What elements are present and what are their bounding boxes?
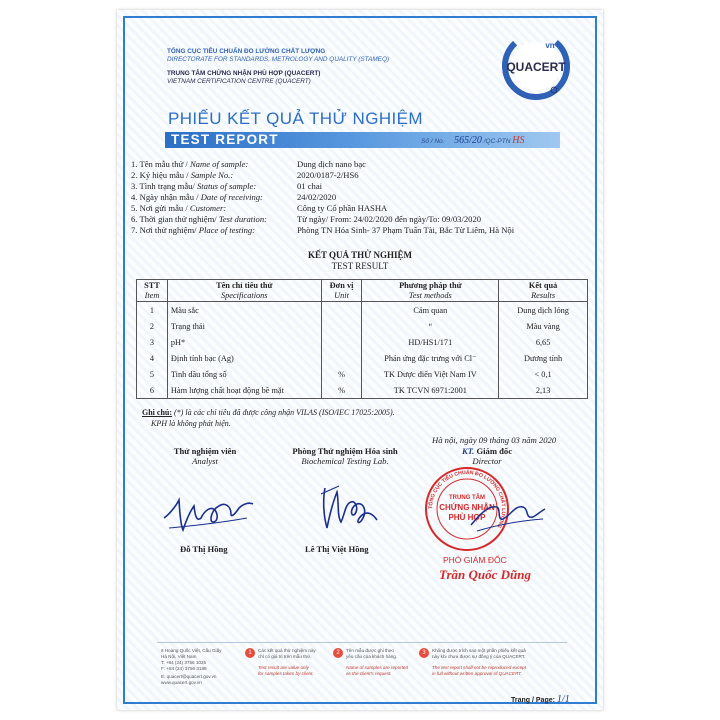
lab-role: Phòng Thử nghiệm Hóa sinh Biochemical Testing Lab. — [292, 446, 398, 466]
director-role: KT. Giám đốc Director — [461, 446, 513, 466]
test-report-page: TỔNG CỤC TIÊU CHUẨN ĐO LƯỜNG CHẤT LƯỢNG DIRECTORATE FOR STANDARDS, METROLOGY AND QUALITY (STAMEQ) TRUNG TÂM CHỨNG NHẬN PHÙ HỢP (QUACERT) VIETNAM CERTIFICATION CENTRE (QUACERT) QUACERT vn PHIẾU KẾT QUẢ THỬ NGHIỆM TEST REPORT Số / No. 565/20 /QC-PTN HS 1. Tên mẫu thử / Name of sample: Dung dịch nano bạc 2. Ký hiệu mẫu / Sample No.: 2020/0187-2/HS6 3. Tình trạng mẫu/ Status of sample: 01 chai 4. Ngày nhận mẫu / Date of receiving: 24/02/2020 5. Nơi gửi mẫu / Customer: Công ty Cổ phần HASHA 6. Thời gian thử nghiệm/ Test duration: Từ ngày/ From: 24/02/2020 đến ngày/To: 09/03/2020 7. Nơi thử nghiệm/ Place of testing: Phòng TN Hóa Sinh- 37 Phạm Tuấn Tài, Bắc Từ Liêm, Hà Nội KẾT QUẢ THỬ NGHIỆM TEST RESULT STT Item Tên chỉ tiêu thử Specifications Đơn vị Unit Phương pháp thử Test methods Kết quả Results 1 Màu sắc Cảm quan Dung dịch lỏng 2 Trạng thái “ Màu vàng 3 pH* HD/HS1/171 6,65 4 Định tính bạc (Ag) Phản ứng đặc trưng với Cl⁻ Dương tính 5 Tinh dầu tổng số % TK Dược điển Việt Nam IV < 0,1 6 Hàm lượng chất hoạt động bề mặt % TK TCVN 6971:2001 2,13 Ghi chú: (*) là các chỉ tiêu đã được công nhận VILAS (ISO/IEC 17025:2005). KPH là không phát hiện. Hà nội, ngày 09 tháng 03 năm 2020 Thử nghiệm viên Analyst Phòng Thử nghiệm Hóa sinh Biochemical Testing Lab. KT. Giám đốc Director TỔNG CỤC TIÊU CHUẨN ĐO LƯỜNG CHẤT LƯỢNG TRUNG TÂM CHỨNG NHẬN PHÙ HỢP Đỗ Thị Hồng Lê Thị Việt Hồng PHÓ GIÁM ĐỐC Trần Quốc Dũng 8 Hoàng Quốc Việt, Cầu Giấy Hà Nội, Việt Nam T: +84 (24) 3756 1025 F: +84 (24) 3756 3188 E: quacert@quacert.gov.vn www.quacert.gov.vn 1 Các kết quả thử nghiệm này chỉ có giá trị trên mẫu thử. Test result are value only for samples taken by client. 2 Tên mẫu được ghi theo yêu cầu của khách hàng. Name of samples are reported as the client's request. 3 Không được trích sao một phần phiếu kết quả này khi chưa được sự đồng ý của QUACERT. The test report shall not be reproduced except in full without written approval of QUACERT. Trang / Page: 1/1 — [117, 10, 603, 710]
col-header-spec: Tên chỉ tiêu thử Specifications — [167, 280, 321, 302]
results-table — [136, 279, 588, 399]
test-duration-value: Từ ngày/ From: 24/02/2020 đến ngày/To: 09/03/2020 — [297, 214, 482, 224]
table-row: 4 Định tính bạc (Ag) Phản ứng đặc trưng với Cl⁻ Dương tính — [137, 350, 588, 366]
report-number-handwritten: HS — [512, 135, 525, 146]
logo-small-text: vn — [545, 41, 555, 50]
table-row: 3 pH* HD/HS1/171 6,65 — [137, 334, 588, 350]
sample-status-value: 01 chai — [297, 181, 323, 191]
lab-head-name: Lê Thị Việt Hồng — [305, 544, 369, 554]
org-name-vn: TỔNG CỤC TIÊU CHUẨN ĐO LƯỜNG CHẤT LƯỢNG — [167, 48, 326, 55]
report-number-suffix: /QC-PTN — [483, 138, 511, 145]
director-name: Trần Quốc Dũng — [439, 567, 531, 582]
col-header-stt: STT Item — [137, 280, 168, 302]
table-header-row — [137, 280, 588, 302]
analyst-name: Đỗ Thị Hồng — [180, 544, 228, 554]
sample-name-value: Dung dịch nano bạc — [297, 159, 366, 169]
stamp-line-2: CHỨNG NHẬN — [439, 503, 495, 512]
notes-line-1: Ghi chú: (*) là các chỉ tiêu đã được công nhận VILAS (ISO/IEC 17025:2005). — [142, 408, 395, 417]
col-header-result: Kết quả Results — [499, 280, 588, 302]
footer-note-number-2: 2 — [333, 648, 343, 658]
footer-note-2-en: Name of samples are reported as the client's request. — [346, 665, 409, 676]
analyst-role: Thử nghiệm viên Analyst — [173, 446, 237, 466]
report-number — [421, 135, 524, 146]
result-title-vn: KẾT QUẢ THỬ NGHIỆM — [307, 250, 413, 260]
stamp-line-3: PHÙ HỢP — [448, 513, 486, 522]
page-number-value: 1/1 — [556, 694, 570, 705]
footer-note-1-en: Test result are value only for samples taken by client. — [258, 665, 314, 676]
footer-note-3-en: The test report shall not be reproduced except in full without written approval of QUACERT. — [432, 665, 526, 676]
table-row: 2 Trạng thái “ Màu vàng — [137, 318, 588, 334]
footer-note-2: Tên mẫu được ghi theo yêu cầu của khách hàng. — [346, 648, 398, 659]
report-number-value: 565/20 — [454, 135, 482, 146]
footer-divider — [157, 642, 567, 643]
col-header-unit: Đơn vị Unit — [321, 280, 362, 302]
centre-name-en: VIETNAM CERTIFICATION CENTRE (QUACERT) — [167, 78, 311, 85]
quacert-logo — [500, 30, 572, 102]
report-number-label: Số / No. — [421, 138, 445, 145]
notes-label: Ghi chú: — [142, 408, 173, 417]
footer-note-number-1: 1 — [245, 648, 255, 658]
sample-no-value: 2020/0187-2/HS6 — [297, 170, 359, 180]
title-en: TEST REPORT — [171, 132, 279, 147]
director-signature — [467, 495, 547, 535]
title-vn: PHIẾU KẾT QUẢ THỬ NGHIỆM — [168, 109, 423, 128]
testing-place-value: Phòng TN Hóa Sinh- 37 Phạm Tuấn Tài, Bắc Từ Liêm, Hà Nội — [297, 225, 515, 235]
stamp-ring-text: TỔNG CỤC TIÊU CHUẨN ĐO LƯỜNG CHẤT LƯỢNG — [427, 469, 507, 529]
table-row: 6 Hàm lượng chất hoạt động bề mặt % TK TCVN 6971:2001 2,13 — [137, 382, 588, 399]
table-row: 5 Tinh dầu tổng số % TK Dược điển Việt Nam IV < 0,1 — [137, 366, 588, 382]
page-number: Trang / Page: 1/1 — [511, 694, 570, 705]
table-row: 1 Màu sắc Cảm quan Dung dịch lỏng — [137, 302, 588, 319]
footer-address: 8 Hoàng Quốc Việt, Cầu Giấy Hà Nội, Việt Nam T: +84 (24) 3756 1025 F: +84 (24) 3756 3188 E: quacert@quacert.gov.vn www.quacert.gov.vn — [161, 648, 222, 685]
customer-value: Công ty Cổ phần HASHA — [297, 203, 388, 213]
receiving-date-value: 24/02/2020 — [297, 192, 337, 202]
lab-signature — [315, 478, 385, 538]
notes-line-2: KPH là không phát hiện. — [151, 419, 231, 428]
col-header-method: Phương pháp thử Test methods — [362, 280, 499, 302]
result-title-en: TEST RESULT — [331, 261, 389, 271]
footer-note-1: Các kết quả thử nghiệm này chỉ có giá trị trên mẫu thử. — [258, 648, 316, 659]
analyst-signature — [159, 488, 254, 536]
footer-note-3: Không được trích sao một phần phiếu kết quả này khi chưa được sự đồng ý của QUACERT. — [432, 648, 526, 659]
logo-text: QUACERT — [506, 60, 566, 74]
org-name-en: DIRECTORATE FOR STANDARDS, METROLOGY AND QUALITY (STAMEQ) — [167, 56, 390, 63]
footer-note-number-3: 3 — [419, 648, 429, 658]
date-line: Hà nội, ngày 09 tháng 03 năm 2020 — [432, 435, 557, 445]
centre-name-vn: TRUNG TÂM CHỨNG NHẬN PHÙ HỢP (QUACERT) — [167, 70, 321, 77]
stamp-line-1: TRUNG TÂM — [449, 495, 485, 501]
deputy-director-title: PHÓ GIÁM ĐỐC — [443, 555, 507, 565]
